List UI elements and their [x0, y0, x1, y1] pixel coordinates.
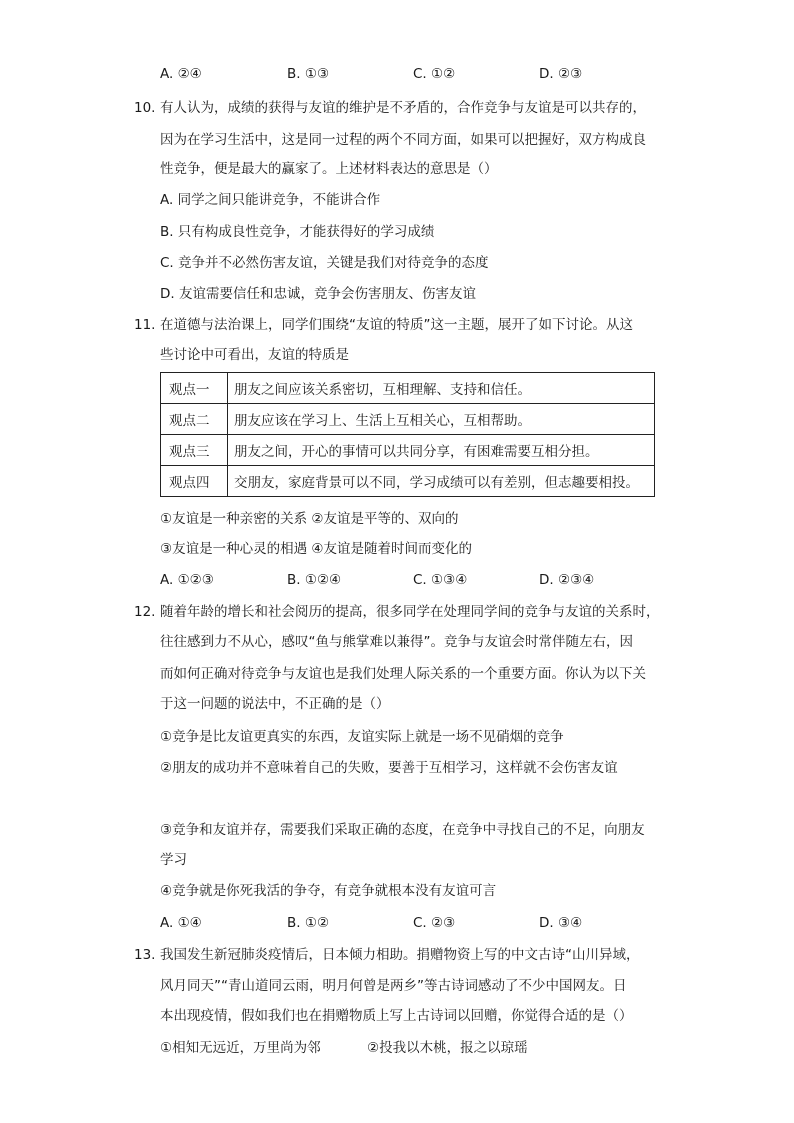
q9-option-a: A. ②④: [160, 66, 202, 82]
statement-line: ③竞争和友谊并存，需要我们采取正确的态度，在竞争中寻找自己的不足，向朋友: [160, 822, 645, 838]
q11-option-c: C. ①③④: [413, 572, 468, 588]
statement-line: ①竞争是比友谊更真实的东西，友谊实际上就是一场不见硝烟的竞争: [160, 729, 564, 745]
question-text-line: 往往感到力不从心，感叹“鱼与熊掌难以兼得”。竞争与友谊会时常伴随左右，因: [160, 634, 633, 650]
question-text-line: 因为在学习生活中，这是同一过程的两个不同方面，如果可以把握好，双方构成良: [160, 132, 646, 148]
statement-line: ③友谊是一种心灵的相遇 ④友谊是随着时间而变化的: [160, 541, 472, 557]
question-text-line: 有人认为，成绩的获得与友谊的维护是不矛盾的，合作竞争与友谊是可以共存的，: [160, 100, 646, 116]
choice-c: C. 竞争并不必然伤害友谊，关键是我们对待竞争的态度: [160, 255, 489, 271]
q12-option-b: B. ①②: [287, 915, 330, 931]
statement-line: 学习: [160, 852, 187, 868]
question-text-line: 性竞争，便是最大的赢家了。上述材料表达的意思是（）: [160, 161, 498, 177]
viewpoint-label: 观点三: [161, 435, 228, 466]
q12-option-d: D. ③④: [539, 915, 583, 931]
statement-line: ②朋友的成功并不意味着自己的失败，要善于互相学习，这样就不会伤害友谊: [160, 760, 618, 776]
table-row: [161, 373, 655, 404]
question-text-line: 些讨论中可看出，友谊的特质是: [160, 347, 349, 363]
viewpoint-label: 观点四: [161, 466, 228, 497]
question-text-line: 在道德与法治课上，同学们围绕“友谊的特质”这一主题，展开了如下讨论。从这: [160, 317, 633, 333]
question-text-line: 随着年龄的增长和社会阅历的提高，很多同学在处理同学间的竞争与友谊的关系时，: [160, 604, 660, 620]
viewpoints-table: [160, 372, 655, 497]
statement-line: ①友谊是一种亲密的关系 ②友谊是平等的、双向的: [160, 511, 459, 527]
q9-option-d: D. ②③: [539, 66, 583, 82]
q12-option-a: A. ①④: [160, 915, 202, 931]
viewpoint-text: 朋友应该在学习上、生活上互相关心，互相帮助。: [228, 404, 655, 435]
choice-a: A. 同学之间只能讲竞争，不能讲合作: [160, 192, 381, 208]
viewpoint-text: 朋友之间，开心的事情可以共同分享，有困难需要互相分担。: [228, 435, 655, 466]
question-text-line: 我国发生新冠肺炎疫情后，日本倾力相助。捐赠物资上写的中文古诗“山川异域，: [160, 947, 640, 963]
choice-b: B. 只有构成良性竞争，才能获得好的学习成绩: [160, 224, 435, 240]
q9-option-c: C. ①②: [413, 66, 456, 82]
viewpoint-label: 观点二: [161, 404, 228, 435]
question-text-line: 而如何正确对待竞争与友谊也是我们处理人际关系的一个重要方面。你认为以下关: [160, 666, 646, 682]
viewpoint-label: 观点一: [161, 373, 228, 404]
question-number: 11.: [134, 317, 156, 333]
q11-option-a: A. ①②③: [160, 572, 214, 588]
viewpoint-text: 交朋友，家庭背景可以不同，学习成绩可以有差别，但志趣要相投。: [228, 466, 655, 497]
question-text-line: 本出现疫情，假如我们也在捐赠物质上写上古诗词以回赠，你觉得合适的是（）: [160, 1008, 633, 1024]
table-row: [161, 466, 655, 497]
question-number: 13.: [134, 947, 156, 963]
statement-line: ①相知无远近，万里尚为邻: [160, 1040, 321, 1056]
q12-option-c: C. ②③: [413, 915, 456, 931]
question-text-line: 于这一问题的说法中，不正确的是（）: [160, 696, 390, 712]
q11-option-b: B. ①②④: [287, 572, 342, 588]
viewpoint-text: 朋友之间应该关系密切，互相理解、支持和信任。: [228, 373, 655, 404]
q9-option-b: B. ①③: [287, 66, 330, 82]
statement-line: ④竞争就是你死我活的争夺，有竞争就根本没有友谊可言: [160, 883, 497, 899]
table-row: [161, 404, 655, 435]
choice-d: D. 友谊需要信任和忠诚，竞争会伤害朋友、伤害友谊: [160, 286, 476, 302]
statement-line: ②投我以木桃，报之以琼瑶: [367, 1040, 528, 1056]
q11-option-d: D. ②③④: [539, 572, 595, 588]
question-number: 12.: [134, 604, 156, 620]
table-row: [161, 435, 655, 466]
question-number: 10.: [134, 100, 156, 116]
question-text-line: 风月同天”“青山道同云雨，明月何曾是两乡”等古诗词感动了不少中国网友。日: [160, 978, 627, 994]
